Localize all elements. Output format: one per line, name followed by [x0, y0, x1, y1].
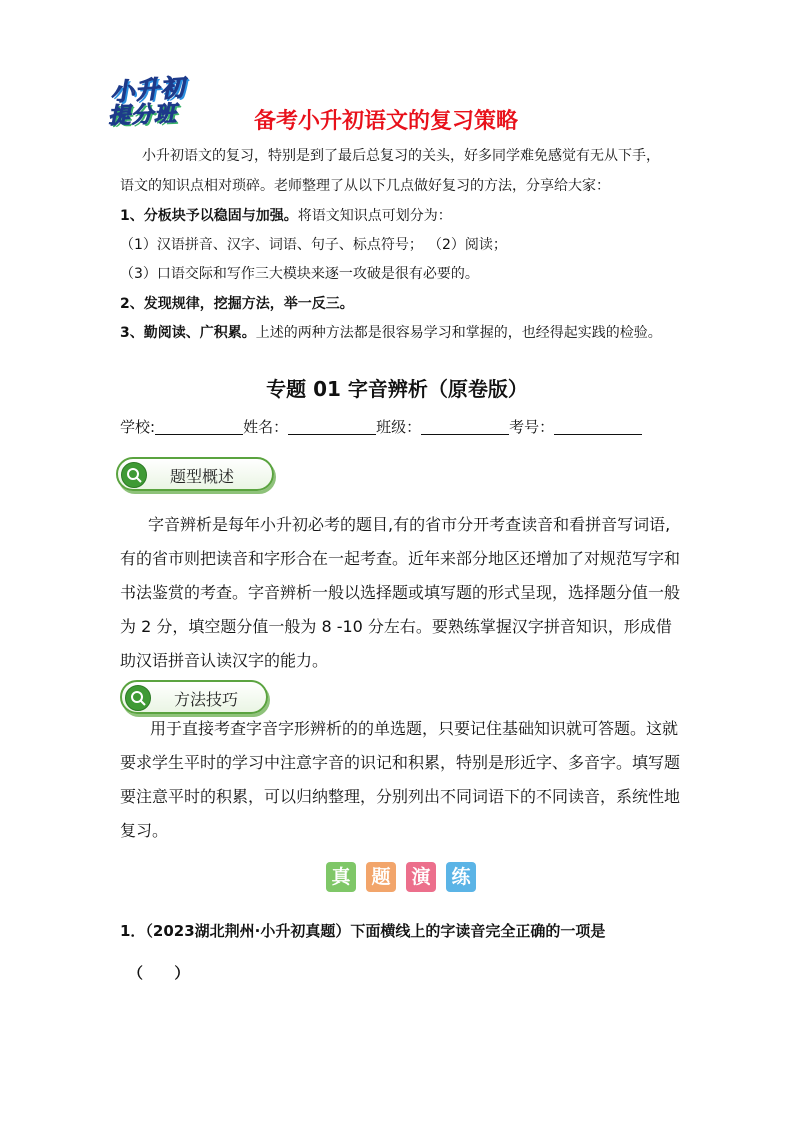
name-blank[interactable] [288, 418, 376, 435]
practice-badge-zhen: 真 [326, 862, 356, 892]
search-bubble-icon [125, 685, 151, 711]
section-header-methods-label: 方法技巧 [174, 690, 239, 709]
intro-item1-sub1b: （2）阅读； [428, 237, 507, 253]
section2-line: 要注意平时的积累，可以归纳整理，分别列出不同词语下的不同读音，系统性地 [120, 787, 681, 806]
class-label: 班级： [376, 418, 422, 436]
page-title: 备考小升初语文的复习策略 [254, 109, 519, 134]
logo-line1: 小升初 [109, 73, 187, 107]
section2-line: 复习。 [120, 821, 169, 840]
intro-item3-bold: 3、勤阅读、广积累。 [120, 325, 256, 341]
section1-line: 助汉语拼音认读汉字的能力。 [120, 651, 329, 670]
intro-item2: 2、发现规律，挖掘方法，举一反三。 [120, 296, 354, 312]
search-bubble-icon [121, 462, 147, 488]
section2-body [120, 712, 680, 848]
practice-badge-ti: 题 [366, 862, 396, 892]
intro-line1: 小升初语文的复习，特别是到了最后总复习的关头，好多同学难免感觉有无从下手， [142, 148, 660, 164]
section2-line: 要求学生平时的学习中注意字音的识记和积累，特别是形近字、多音字。填写题 [120, 753, 681, 772]
section1-line: 为 2 分，填空题分值一般为 8 -10 分左右。要熟练掌握汉字拼音知识，形成借 [120, 617, 672, 636]
intro-item1-bold: 1、分板块予以稳固与加强。 [120, 208, 298, 224]
intro-item1-rest: 将语文知识点可划分为： [297, 208, 452, 224]
question-1: 1．（2023湖北荆州·小升初真题）下面横线上的字读音完全正确的一项是 [120, 922, 606, 940]
exam-no-label: 考号： [509, 418, 555, 436]
practice-badge-lian: 练 [446, 862, 476, 892]
section-header-methods [120, 680, 268, 714]
student-info-row [120, 416, 642, 437]
section2-line: 用于直接考查字音字形辨析的的单选题，只要记住基础知识就可答题。这就 [150, 719, 679, 738]
section1-line: 字音辨析是每年小升初必考的题目,有的省市分开考查读音和看拼音写词语, [148, 515, 671, 534]
intro-item3-rest: 上述的两种方法都是很容易学习和掌握的，也经得起实践的检验。 [255, 325, 662, 341]
intro-item1 [120, 206, 452, 226]
intro-item1-sub1a: （1）汉语拼音、汉字、词语、句子、标点符号； [120, 237, 423, 253]
exam-no-blank[interactable] [554, 418, 642, 435]
intro-line2: 语文的知识点相对琐碎。老师整理了从以下几点做好复习的方法，分享给大家： [120, 178, 610, 194]
intro-item3 [120, 323, 662, 343]
logo [104, 70, 210, 128]
name-label: 姓名： [243, 418, 289, 436]
class-blank[interactable] [421, 418, 509, 435]
school-label: 学校: [120, 418, 156, 436]
intro-item1-sub2: （3）口语交际和写作三大模块来逐一攻破是很有必要的。 [120, 266, 479, 282]
logo-line2: 提分班 [107, 101, 178, 130]
school-blank[interactable] [155, 418, 243, 435]
section-header-overview-label: 题型概述 [170, 467, 235, 486]
section-header-overview [116, 457, 274, 491]
section1-line: 书法鉴赏的考查。字音辨析一般以选择题或填写题的形式呈现，选择题分值一般 [120, 583, 681, 602]
section1-line: 有的省市则把读音和字形合在一起考查。近年来部分地区还增加了对规范写字和 [120, 549, 681, 568]
question-1-answer-paren[interactable]: （ ） [128, 964, 190, 982]
subject-title: 专题 01 字音辨析（原卷版） [266, 377, 528, 401]
section1-body [120, 508, 680, 678]
practice-badge-yan: 演 [406, 862, 436, 892]
